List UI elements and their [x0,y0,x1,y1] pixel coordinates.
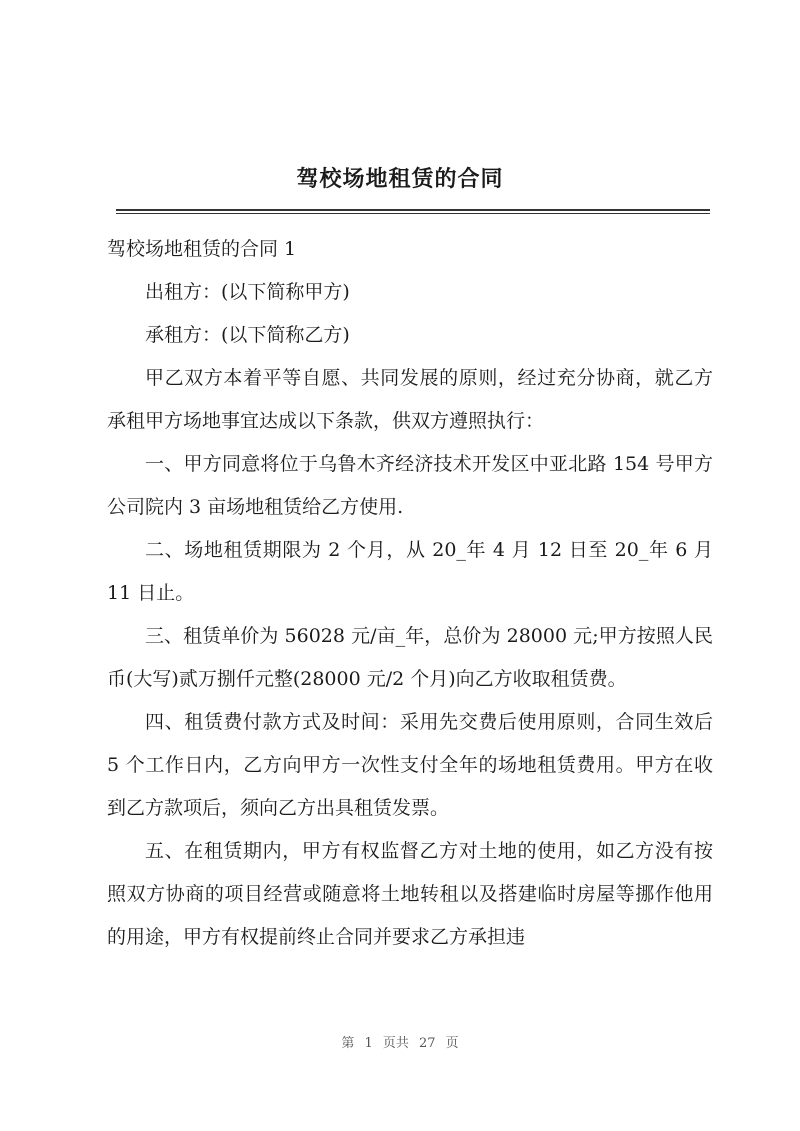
paragraph-lessee: 承租方：(以下简称乙方) [145,324,350,346]
paragraph-clause-1: 一、甲方同意将位于乌鲁木齐经济技术开发区中亚北路 154 号甲方公司院内 3 亩场地租赁给乙方使用. [107,453,713,518]
page-number: 第 1 页共 27 页 [341,1036,459,1051]
document-body [107,228,713,959]
paragraph-clause-3: 三、租赁单价为 56028 元/亩_年，总价为 28000 元;甲方按照人民币(大写)贰万捌仟元整(28000 元/2 个月)向乙方收取租赁费。 [107,625,713,690]
paragraph-lessor: 出租方：(以下简称甲方) [145,281,350,303]
paragraph-clause-2: 二、场地租赁期限为 2 个月，从 20_年 4 月 12 日至 20_年 6 月 11 日止。 [107,539,713,604]
paragraph-clause-5: 五、在租赁期内，甲方有权监督乙方对土地的使用，如乙方没有按照双方协商的项目经营或随意将土地转租以及搭建临时房屋等挪作他用的用途，甲方有权提前终止合同并要求乙方承担违 [107,840,713,948]
title-divider [116,209,710,214]
paragraph-clause-4: 四、租赁费付款方式及时间：采用先交费后使用原则，合同生效后 5 个工作日内，乙方向甲方一次性支付全年的场地租赁费用。甲方在收到乙方款项后，须向乙方出具租赁发票。 [107,711,713,819]
document-title: 驾校场地租赁的合同 [296,167,504,192]
section-heading: 驾校场地租赁的合同 1 [107,238,297,260]
paragraph-preamble: 甲乙双方本着平等自愿、共同发展的原则，经过充分协商，就乙方承租甲方场地事宜达成以下条款，供双方遵照执行： [107,367,713,432]
